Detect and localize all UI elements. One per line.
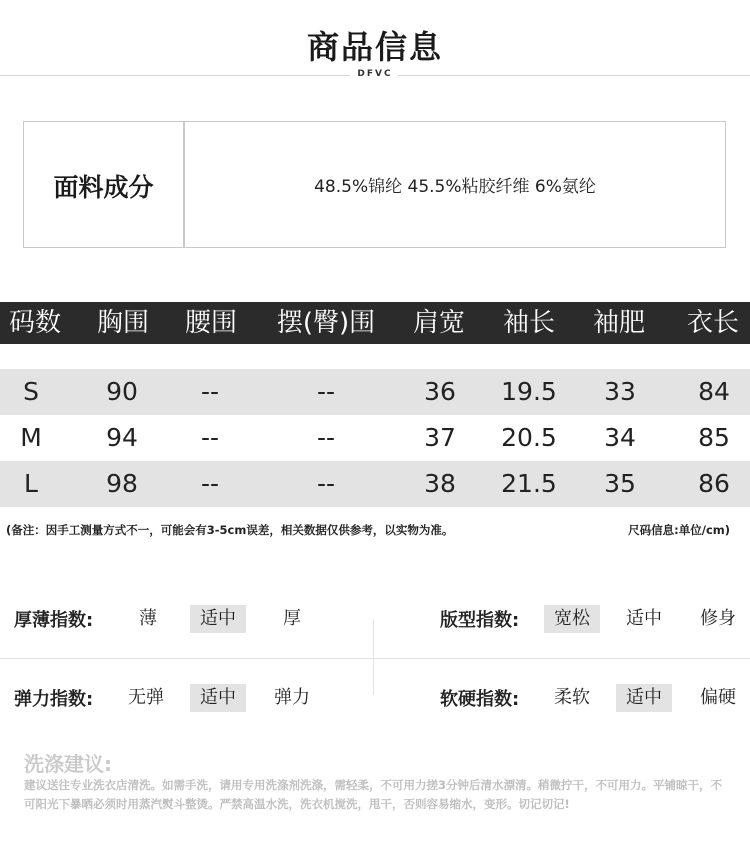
page-title: 商品信息: [306, 28, 443, 66]
thickness-option-thin: 薄: [139, 608, 157, 629]
table-row: [0, 369, 750, 415]
cell-size: S: [23, 377, 39, 406]
cell-length: 86: [698, 469, 730, 498]
fabric-label: 面料成分: [53, 173, 154, 202]
cell-sleeve-length: 19.5: [501, 377, 557, 406]
wash-title: 洗涤建议:: [24, 752, 112, 776]
header-length: 衣长: [686, 308, 739, 338]
elasticity-option-medium: 适中: [190, 684, 246, 712]
cell-shoulder: 37: [424, 423, 456, 452]
cell-shoulder: 36: [424, 377, 456, 406]
index-divider-vertical: [373, 620, 374, 695]
cell-waist: --: [200, 469, 220, 498]
header-shoulder: 肩宽: [412, 308, 465, 338]
cell-waist: --: [200, 377, 220, 406]
wash-text: 建议送往专业洗衣店清洗。如需手洗，请用专用洗涤剂洗涤，需轻柔，不可用力搓3分钟后清水漂清。稍微拧干，不可用力。平铺晾干，不可阳光下暴晒必须时用蒸汽熨斗整烫。严禁高温水洗，洗衣机搅洗，甩干，否则容易缩水，变形。切记切记!: [24, 778, 722, 811]
cell-chest: 90: [106, 377, 138, 406]
thickness-option-thick: 厚: [283, 608, 301, 629]
elasticity-option-none: 无弹: [128, 687, 164, 708]
header-sleeve-width: 袖肥: [592, 308, 645, 338]
unit-note: 尺码信息:单位/cm): [628, 523, 730, 537]
cell-hem: --: [316, 469, 336, 498]
elasticity-option-stretch: 弹力: [274, 687, 310, 708]
cell-shoulder: 38: [424, 469, 456, 498]
index-divider-horizontal: [0, 658, 750, 659]
header-chest: 胸围: [96, 308, 149, 338]
fit-option-regular: 适中: [626, 608, 662, 629]
measurement-note: (备注：因手工测量方式不一，可能会有3-5cm误差，相关数据仅供参考，以实物为准。: [6, 523, 454, 537]
fit-option-slim: 修身: [700, 608, 736, 629]
brand-label: DFVC: [357, 69, 393, 79]
softness-label: 软硬指数:: [440, 689, 520, 710]
cell-size: L: [24, 469, 38, 498]
size-table-header: [0, 302, 750, 344]
cell-chest: 94: [106, 423, 138, 452]
cell-sleeve-width: 35: [604, 469, 636, 498]
cell-chest: 98: [106, 469, 138, 498]
softness-option-soft: 柔软: [554, 687, 590, 708]
cell-hem: --: [316, 377, 336, 406]
fit-option-loose: 宽松: [544, 605, 600, 633]
cell-waist: --: [200, 423, 220, 452]
cell-sleeve-length: 20.5: [501, 423, 557, 452]
cell-sleeve-width: 33: [604, 377, 636, 406]
table-row: [0, 461, 750, 507]
softness-option-medium: 适中: [616, 684, 672, 712]
cell-length: 84: [698, 377, 730, 406]
elasticity-label: 弹力指数:: [14, 689, 94, 710]
header-waist: 腰围: [184, 308, 237, 338]
header-size: 码数: [8, 308, 61, 338]
thickness-label: 厚薄指数:: [14, 610, 94, 631]
fit-label: 版型指数:: [440, 610, 520, 631]
fabric-value: 48.5%锦纶 45.5%粘胶纤维 6%氨纶: [314, 177, 596, 197]
thickness-option-medium: 适中: [190, 605, 246, 633]
header-sleeve-length: 袖长: [502, 308, 555, 338]
cell-sleeve-width: 34: [604, 423, 636, 452]
header-hem: 摆(臀)围: [276, 308, 376, 338]
softness-option-hard: 偏硬: [700, 687, 736, 708]
cell-sleeve-length: 21.5: [501, 469, 557, 498]
table-row: [0, 415, 750, 461]
cell-hem: --: [316, 423, 336, 452]
cell-length: 85: [698, 423, 730, 452]
cell-size: M: [20, 423, 42, 452]
